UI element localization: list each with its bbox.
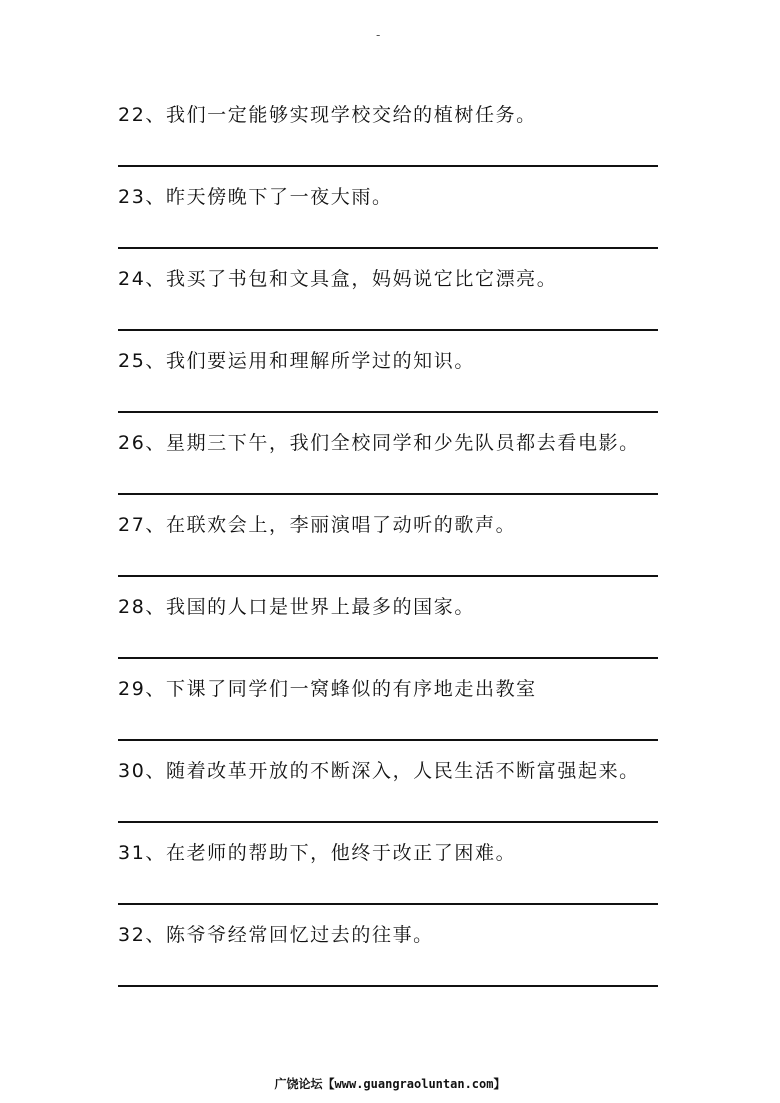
exercise-item xyxy=(0,676,780,758)
exercise-text: 下课了同学们一窝蜂似的有序地走出教室 xyxy=(165,678,537,700)
exercise-sentence xyxy=(118,348,475,374)
footer-site-name: 广饶论坛 xyxy=(274,1077,323,1091)
exercise-number: 22、 xyxy=(118,104,166,126)
exercise-number: 30、 xyxy=(118,760,166,782)
exercise-number: 32、 xyxy=(118,924,166,946)
exercise-text: 星期三下午，我们全校同学和少先队员都去看电影。 xyxy=(165,432,640,454)
exercise-item xyxy=(0,758,780,840)
exercise-number: 28、 xyxy=(118,596,166,618)
answer-line[interactable] xyxy=(118,821,658,823)
exercise-sentence xyxy=(118,594,475,620)
exercise-sentence xyxy=(118,430,640,456)
exercise-text: 陈爷爷经常回忆过去的往事。 xyxy=(165,924,434,946)
footer-bracket-open: 【 xyxy=(322,1077,335,1091)
answer-line[interactable] xyxy=(118,247,658,249)
exercise-text: 昨天傍晚下了一夜大雨。 xyxy=(165,186,393,208)
exercise-sentence xyxy=(118,102,537,128)
exercise-number: 31、 xyxy=(118,842,166,864)
exercise-number: 29、 xyxy=(118,678,166,700)
footer-bracket-close: 】 xyxy=(493,1077,506,1091)
exercise-number: 26、 xyxy=(118,432,166,454)
exercise-item xyxy=(0,922,780,1004)
exercise-number: 23、 xyxy=(118,186,166,208)
exercise-item xyxy=(0,348,780,430)
exercise-text: 随着改革开放的不断深入，人民生活不断富强起来。 xyxy=(165,760,640,782)
answer-line[interactable] xyxy=(118,575,658,577)
footer-url-link[interactable]: www.guangraoluntan.com xyxy=(334,1077,494,1091)
exercise-sentence xyxy=(118,512,516,538)
exercise-item xyxy=(0,840,780,922)
exercise-text: 我们一定能够实现学校交给的植树任务。 xyxy=(165,104,537,126)
answer-line[interactable] xyxy=(118,329,658,331)
page-top-mark: - xyxy=(376,28,381,42)
page-footer xyxy=(0,1075,780,1092)
exercise-sentence xyxy=(118,676,537,702)
exercise-sentence xyxy=(118,266,557,292)
exercise-sentence xyxy=(118,758,640,784)
answer-line[interactable] xyxy=(118,411,658,413)
answer-line[interactable] xyxy=(118,165,658,167)
exercise-text: 我买了书包和文具盒，妈妈说它比它漂亮。 xyxy=(165,268,558,290)
exercise-item xyxy=(0,594,780,676)
exercise-text: 在联欢会上，李丽演唱了动听的歌声。 xyxy=(165,514,517,536)
exercise-text: 我国的人口是世界上最多的国家。 xyxy=(165,596,475,618)
exercise-number: 25、 xyxy=(118,350,166,372)
exercise-item xyxy=(0,102,780,184)
answer-line[interactable] xyxy=(118,657,658,659)
exercise-sentence xyxy=(118,922,434,948)
exercise-item xyxy=(0,512,780,594)
answer-line[interactable] xyxy=(118,903,658,905)
answer-line[interactable] xyxy=(118,739,658,741)
exercise-sentence xyxy=(118,840,516,866)
exercise-text: 在老师的帮助下，他终于改正了困难。 xyxy=(165,842,517,864)
exercise-number: 27、 xyxy=(118,514,166,536)
exercise-item xyxy=(0,266,780,348)
answer-line[interactable] xyxy=(118,493,658,495)
exercise-sentence xyxy=(118,184,393,210)
exercise-number: 24、 xyxy=(118,268,166,290)
answer-line[interactable] xyxy=(118,985,658,987)
exercise-item xyxy=(0,184,780,266)
exercise-text: 我们要运用和理解所学过的知识。 xyxy=(165,350,475,372)
exercise-item xyxy=(0,430,780,512)
